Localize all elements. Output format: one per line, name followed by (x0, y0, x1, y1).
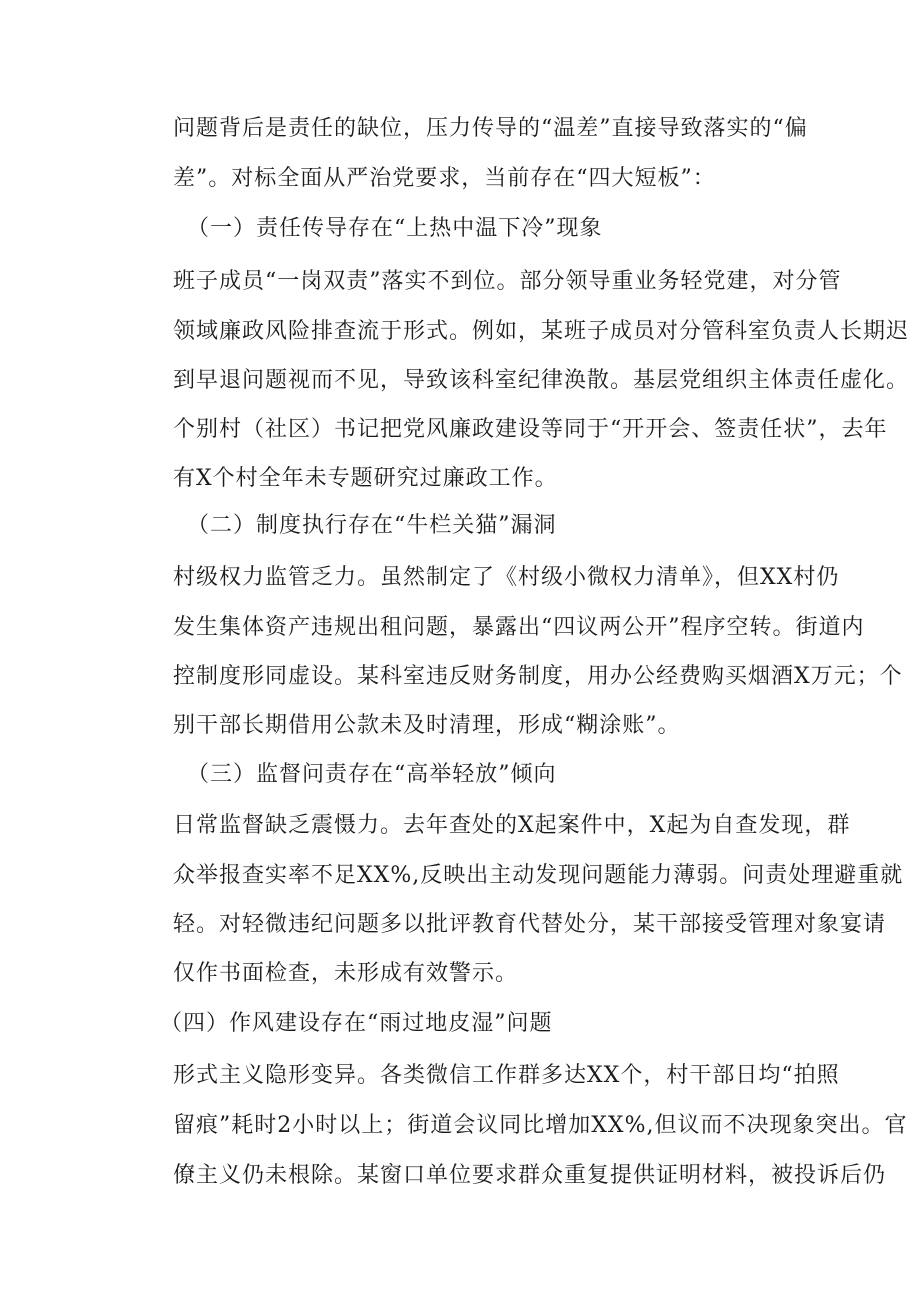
section-3-heading: （三）监督问责存在“高举轻放”倾向 (187, 762, 557, 787)
intro-line-1: 问题背后是责任的缺位，压力传导的“温差”直接导致落实的“偏 (173, 116, 808, 141)
section-1-line-2: 领域廉政风险排查流于形式。例如，某班子成员对分管科室负责人长期迟 (173, 319, 910, 344)
section-2-line-2: 发生集体资产违规出租问题，暴露出“四议两公开”程序空转。街道内 (173, 615, 865, 640)
section-1-line-5: 有X个村全年未专题研究过廉政工作。 (173, 466, 558, 491)
section-3-line-3: 轻。对轻微违纪问题多以批评教育代替处分，某干部接受管理对象宴请 (173, 912, 887, 937)
section-4-line-3: 僚主义仍未根除。某窗口单位要求群众重复提供证明材料，被投诉后仍 (173, 1163, 887, 1188)
section-3-line-1: 日常监督缺乏震慑力。去年查处的X起案件中，X起为自查发现，群 (173, 813, 851, 838)
section-2-line-4: 别干部长期借用公款未及时清理，形成“糊涂账”。 (173, 713, 681, 738)
section-4-line-2: 留痕”耗时2小时以上；街道会议同比增加XX%,但议而不决现象突出。官 (173, 1113, 908, 1138)
section-1-line-3: 到早退问题视而不见，导致该科室纪律涣散。基层党组织主体责任虚化。 (173, 368, 910, 393)
section-4-heading: （四）作风建设存在“雨过地皮湿”问题 (160, 1011, 553, 1036)
section-1-line-1: 班子成员“一岗双责”落实不到位。部分领导重业务轻党建，对分管 (173, 269, 842, 294)
section-4-line-1: 形式主义隐形变异。各类微信工作群多达XX个，村干部日均“拍照 (173, 1063, 840, 1088)
intro-line-2: 差”。对标全面从严治党要求，当前存在“四大短板”： (173, 166, 716, 191)
section-2-line-3: 控制度形同虚设。某科室违反财务制度，用办公经费购买烟酒X万元；个 (173, 664, 903, 689)
section-2-line-1: 村级权力监管乏力。虽然制定了《村级小微权力清单》，但XX村仍 (173, 565, 840, 590)
section-2-heading: （二）制度执行存在“牛栏关猫”漏洞 (187, 513, 557, 538)
section-1-line-4: 个别村（社区）书记把党风廉政建设等同于“开开会、签责任状”，去年 (173, 417, 888, 442)
section-1-heading: （一）责任传导存在“上热中温下冷”现象 (187, 216, 603, 241)
section-3-line-4: 仅作书面检查，未形成有效警示。 (173, 961, 519, 986)
section-3-line-2: 众举报查实率不足XX%,反映出主动发现问题能力薄弱。问责处理避重就 (173, 863, 904, 888)
